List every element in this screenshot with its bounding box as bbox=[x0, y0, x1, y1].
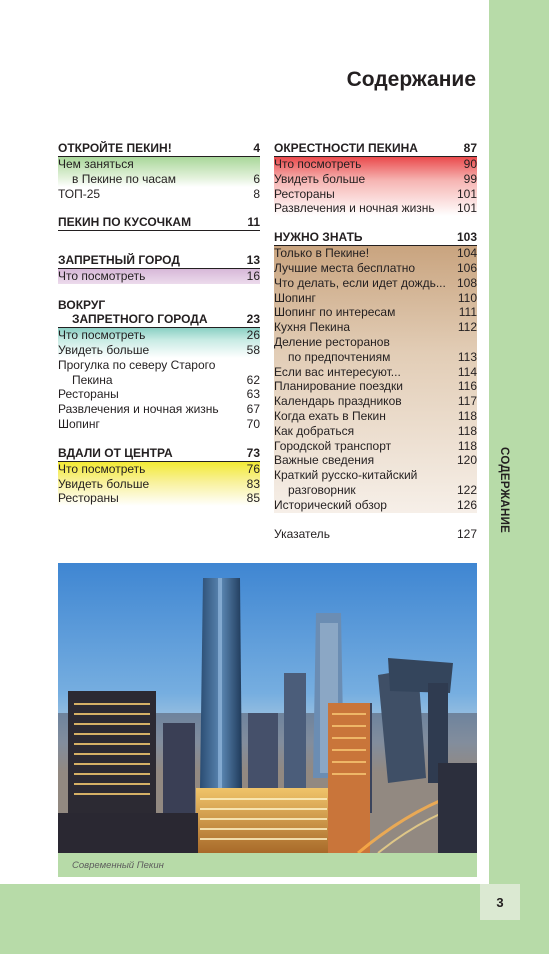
toc-entry[interactable] bbox=[58, 462, 260, 477]
toc-entry[interactable] bbox=[274, 335, 477, 350]
toc-entry[interactable] bbox=[274, 365, 477, 380]
section-title: ВДАЛИ ОТ ЦЕНТРА bbox=[58, 445, 173, 460]
toc-entry[interactable] bbox=[274, 305, 477, 320]
entry-label: Шопинг bbox=[274, 290, 316, 305]
entry-label: Городской транспорт bbox=[274, 438, 392, 453]
toc-entry[interactable] bbox=[274, 201, 477, 216]
section-page: 4 bbox=[253, 141, 260, 155]
entry-page: 110 bbox=[457, 290, 477, 305]
toc-entry[interactable] bbox=[58, 157, 260, 172]
photo-caption: Современный Пекин bbox=[58, 853, 477, 877]
entry-page: 114 bbox=[457, 364, 477, 379]
entry-label: Что посмотреть bbox=[58, 269, 146, 284]
entry-label: в Пекине по часам bbox=[72, 171, 176, 186]
entry-page: 26 bbox=[246, 328, 260, 343]
entry-label: Что посмотреть bbox=[274, 157, 362, 171]
toc-entry[interactable] bbox=[274, 409, 477, 424]
toc-entry[interactable] bbox=[274, 468, 477, 483]
entry-page: 70 bbox=[246, 416, 260, 431]
entry-page: 8 bbox=[253, 186, 260, 201]
entry-label: Рестораны bbox=[58, 387, 119, 402]
entry-page: 122 bbox=[456, 482, 477, 497]
side-section-label: СОДЕРЖАНИЕ bbox=[498, 446, 510, 534]
toc-entry[interactable] bbox=[274, 498, 477, 513]
entry-page: 127 bbox=[456, 526, 477, 541]
entry-label: Исторический обзор bbox=[274, 497, 387, 512]
section-title: ЗАПРЕТНОГО ГОРОДА bbox=[72, 312, 208, 327]
entry-label: Важные сведения bbox=[274, 453, 375, 468]
entry-label: Планирование поездки bbox=[274, 379, 404, 394]
toc-entry[interactable] bbox=[58, 328, 260, 343]
bottom-band bbox=[0, 884, 480, 954]
toc-entry[interactable] bbox=[274, 291, 477, 306]
section-title: ЗАПРЕТНЫЙ ГОРОД bbox=[58, 253, 180, 268]
entry-label: Как добраться bbox=[274, 423, 355, 438]
entry-label: Увидеть больше bbox=[58, 342, 150, 357]
section-title: ОКРЕСТНОСТИ ПЕКИНА bbox=[274, 141, 418, 155]
entry-label: Указатель bbox=[274, 526, 330, 541]
toc-section-heading[interactable] bbox=[58, 141, 260, 157]
entry-label: Деление ресторанов bbox=[274, 334, 390, 349]
entry-page: 63 bbox=[246, 387, 260, 402]
entry-page: 62 bbox=[246, 372, 260, 387]
entry-label: Календарь праздников bbox=[274, 394, 402, 409]
entry-label: Прогулка по северу Старого bbox=[58, 357, 216, 372]
toc-column-left bbox=[58, 141, 260, 506]
section-title: ПЕКИН ПО КУСОЧКАМ bbox=[58, 215, 192, 230]
section-page: 13 bbox=[246, 253, 260, 268]
toc-entry-block bbox=[58, 462, 260, 506]
page-title: Содержание bbox=[346, 68, 476, 91]
entry-label: Только в Пекине! bbox=[274, 246, 370, 261]
toc-entry[interactable] bbox=[58, 477, 260, 492]
toc-entry[interactable] bbox=[58, 358, 260, 373]
entry-label: Лучшие места бесплатно bbox=[274, 260, 416, 275]
entry-page: 118 bbox=[457, 423, 477, 438]
toc-entry[interactable] bbox=[58, 343, 260, 358]
entry-label: Шопинг bbox=[58, 416, 100, 431]
toc-section-heading[interactable] bbox=[58, 215, 260, 231]
entry-page: 83 bbox=[246, 476, 260, 491]
toc-section-heading[interactable] bbox=[274, 141, 477, 157]
entry-label: Развлечения и ночная жизнь bbox=[58, 402, 219, 417]
toc-section-heading[interactable] bbox=[274, 230, 477, 246]
entry-label: Что посмотреть bbox=[58, 328, 146, 343]
section-title: НУЖНО ЗНАТЬ bbox=[274, 230, 363, 245]
toc-entry[interactable] bbox=[58, 402, 260, 417]
toc-entry[interactable] bbox=[58, 387, 260, 402]
entry-label: Рестораны bbox=[274, 186, 335, 201]
entry-page: 16 bbox=[246, 269, 260, 284]
entry-page: 112 bbox=[457, 320, 477, 335]
entry-page: 126 bbox=[456, 497, 477, 512]
toc-entry-index[interactable] bbox=[274, 527, 477, 542]
entry-label: Кухня Пекина bbox=[274, 320, 351, 335]
skyline-illustration bbox=[58, 563, 477, 853]
entry-label: Что делать, если идет дождь... bbox=[274, 275, 446, 290]
toc-entry[interactable] bbox=[274, 172, 477, 187]
toc-entry[interactable] bbox=[58, 417, 260, 432]
entry-label: Увидеть больше bbox=[58, 476, 150, 491]
toc-entry[interactable] bbox=[274, 276, 477, 291]
beijing-skyline-photo bbox=[58, 563, 477, 853]
entry-page: 85 bbox=[246, 491, 260, 506]
section-page: 87 bbox=[463, 141, 477, 155]
toc-entry[interactable] bbox=[58, 491, 260, 506]
entry-label: ТОП-25 bbox=[58, 186, 101, 201]
entry-page: 76 bbox=[246, 461, 260, 476]
toc-entry-block bbox=[274, 246, 477, 512]
toc-entry[interactable] bbox=[274, 246, 477, 261]
toc-entry[interactable] bbox=[274, 453, 477, 468]
entry-page: 99 bbox=[463, 171, 477, 186]
entry-label: Увидеть больше bbox=[274, 171, 366, 186]
toc-entry[interactable] bbox=[274, 379, 477, 394]
entry-label: Рестораны bbox=[58, 491, 119, 506]
entry-page: 101 bbox=[456, 186, 477, 201]
entry-page: 108 bbox=[456, 275, 477, 290]
entry-page: 106 bbox=[456, 260, 477, 275]
page-number: 3 bbox=[480, 884, 520, 920]
entry-page: 120 bbox=[456, 453, 477, 468]
section-title: ВОКРУГ bbox=[58, 298, 106, 313]
entry-label: Развлечения и ночная жизнь bbox=[274, 201, 435, 216]
entry-label: Краткий русско-китайский bbox=[274, 468, 418, 483]
toc-column-right bbox=[274, 141, 477, 541]
entry-page: 116 bbox=[457, 379, 477, 394]
entry-page: 111 bbox=[458, 305, 477, 320]
entry-page: 58 bbox=[246, 342, 260, 357]
entry-page: 117 bbox=[457, 394, 477, 409]
entry-page: 118 bbox=[457, 408, 477, 423]
toc-section-heading[interactable] bbox=[58, 446, 260, 462]
toc-entry-cont[interactable] bbox=[274, 483, 477, 498]
toc-entry[interactable] bbox=[274, 187, 477, 202]
entry-page: 113 bbox=[457, 349, 477, 364]
toc-entry-block bbox=[274, 157, 477, 216]
entry-label: по предпочтениям bbox=[288, 349, 391, 364]
toc-section-heading[interactable] bbox=[58, 253, 260, 269]
entry-page: 101 bbox=[456, 201, 477, 216]
section-page: 103 bbox=[456, 230, 477, 245]
section-title: ОТКРОЙТЕ ПЕКИН! bbox=[58, 141, 172, 155]
entry-label: Если вас интересуют... bbox=[274, 364, 401, 379]
entry-label: Когда ехать в Пекин bbox=[274, 408, 386, 423]
entry-page: 90 bbox=[463, 157, 477, 171]
section-page: 73 bbox=[246, 445, 260, 460]
toc-entry[interactable] bbox=[274, 320, 477, 335]
toc-entry[interactable] bbox=[274, 157, 477, 172]
toc-entry[interactable] bbox=[58, 187, 260, 202]
toc-entry[interactable] bbox=[274, 424, 477, 439]
entry-label: Чем заняться bbox=[58, 157, 134, 171]
toc-entry[interactable] bbox=[274, 261, 477, 276]
toc-entry-cont[interactable] bbox=[58, 172, 260, 187]
entry-page: 6 bbox=[253, 171, 260, 186]
toc-entry-cont[interactable] bbox=[58, 373, 260, 388]
toc-entry[interactable] bbox=[274, 394, 477, 409]
section-page: 11 bbox=[247, 215, 260, 230]
entry-page: 118 bbox=[457, 438, 477, 453]
toc-entry-cont[interactable] bbox=[274, 350, 477, 365]
section-page: 23 bbox=[246, 312, 260, 327]
toc-entry-block bbox=[58, 328, 260, 358]
entry-label: Пекина bbox=[72, 372, 113, 387]
entry-label: Шопинг по интересам bbox=[274, 305, 396, 320]
entry-label: Что посмотреть bbox=[58, 461, 146, 476]
toc-entry-block bbox=[58, 157, 260, 187]
entry-page: 67 bbox=[246, 402, 260, 417]
entry-label: разговорник bbox=[288, 482, 356, 497]
toc-entry[interactable] bbox=[58, 269, 260, 284]
entry-page: 104 bbox=[456, 246, 477, 261]
toc-entry[interactable] bbox=[274, 439, 477, 454]
toc-section-heading[interactable] bbox=[58, 298, 260, 328]
